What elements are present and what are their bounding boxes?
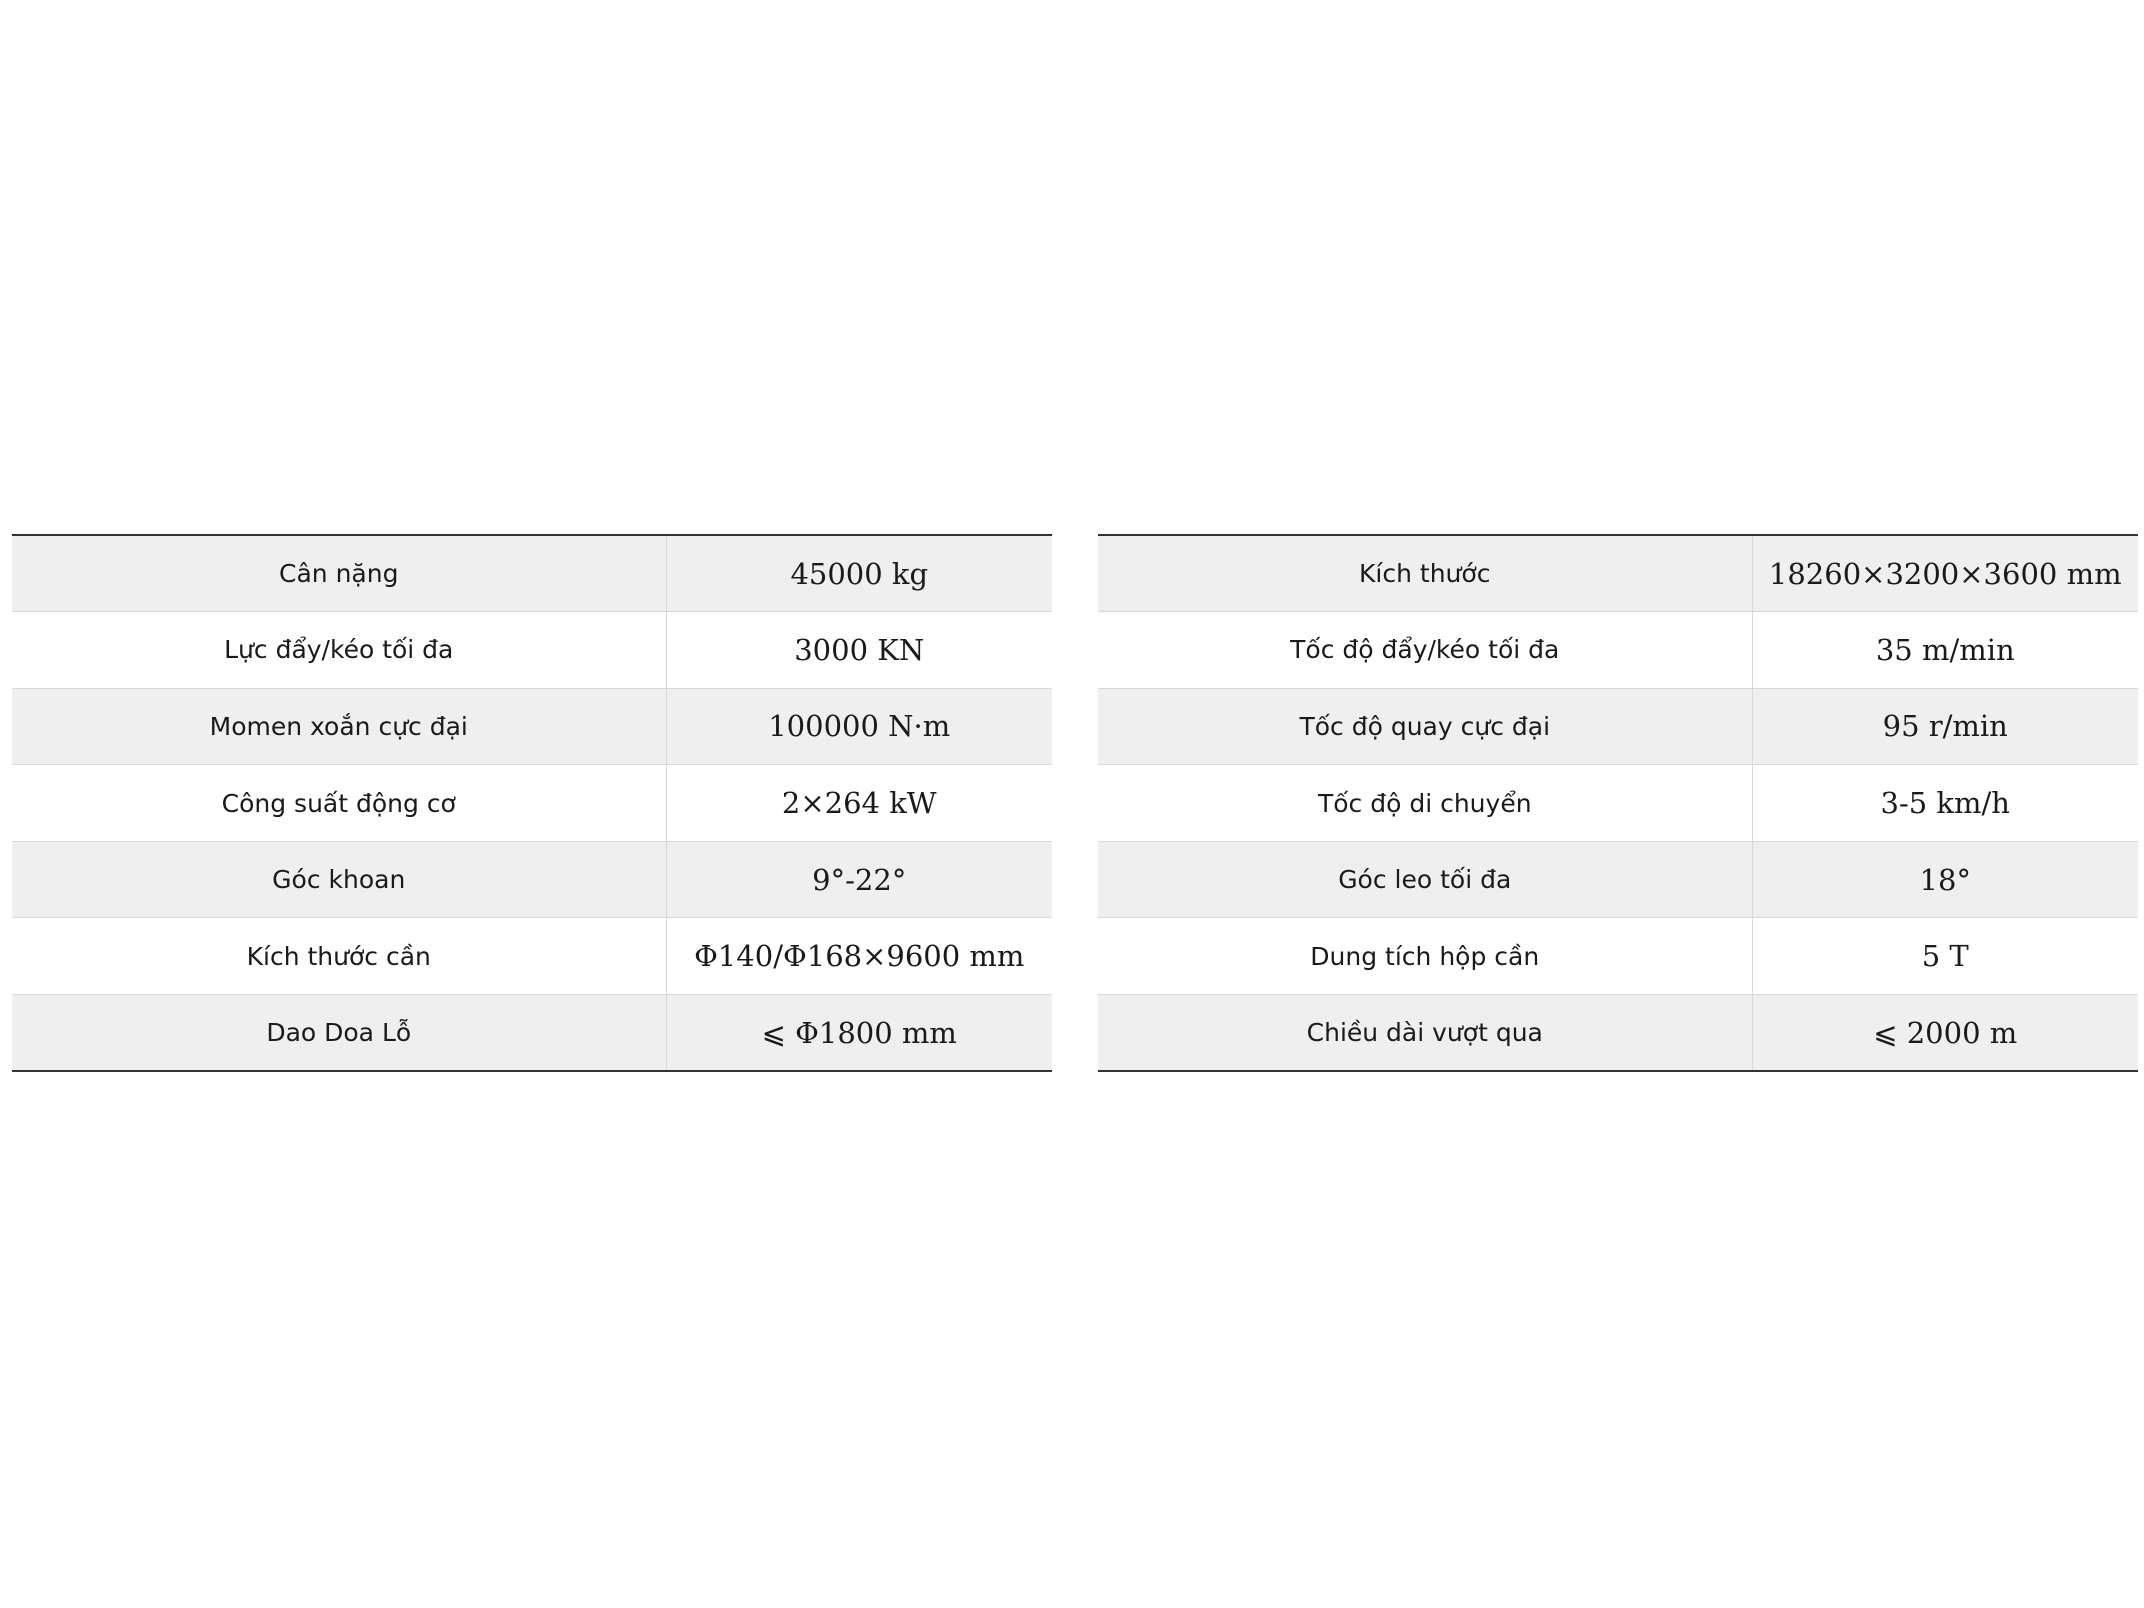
table-row <box>1098 918 2138 995</box>
spec-label: Dung tích hộp cần <box>1098 918 1752 995</box>
spec-value: 18° <box>1752 841 2138 918</box>
table-row <box>12 841 1052 918</box>
spec-value: 2×264 kW <box>666 765 1052 842</box>
table-row <box>12 612 1052 689</box>
spec-label: Tốc độ đẩy/kéo tối đa <box>1098 612 1752 689</box>
spec-label: Dao Doa Lỗ <box>12 995 666 1072</box>
spec-value: Φ140/Φ168×9600 mm <box>666 918 1052 995</box>
spec-label: Cân nặng <box>12 535 666 612</box>
spec-value: 3-5 km/h <box>1752 765 2138 842</box>
spec-value: 18260×3200×3600 mm <box>1768 556 2122 591</box>
table-row <box>1098 995 2138 1072</box>
spec-value: 35 m/min <box>1752 612 2138 689</box>
spec-value: 3000 KN <box>666 612 1052 689</box>
table-row <box>12 535 1052 612</box>
spec-label: Kích thước cần <box>12 918 666 995</box>
table-row <box>1098 841 2138 918</box>
spec-label: Chiều dài vượt qua <box>1098 995 1752 1072</box>
table-row <box>1098 535 2138 612</box>
table-row <box>12 995 1052 1072</box>
table-row <box>12 765 1052 842</box>
spec-label: Góc khoan <box>12 841 666 918</box>
spec-value: ⩽ Φ1800 mm <box>666 995 1052 1072</box>
spec-value: 9°-22° <box>666 841 1052 918</box>
spec-value: 95 r/min <box>1752 688 2138 765</box>
spec-value: ⩽ 2000 m <box>1752 995 2138 1072</box>
spec-label: Lực đẩy/kéo tối đa <box>12 612 666 689</box>
spec-label: Tốc độ di chuyển <box>1098 765 1752 842</box>
table-row <box>1098 765 2138 842</box>
spec-value: 100000 N·m <box>666 688 1052 765</box>
spec-table-right <box>1098 534 2138 1072</box>
table-row <box>12 688 1052 765</box>
spec-value: 45000 kg <box>790 556 929 591</box>
spec-label: Momen xoắn cực đại <box>12 688 666 765</box>
spec-label: Công suất động cơ <box>12 765 666 842</box>
spec-label: Tốc độ quay cực đại <box>1098 688 1752 765</box>
table-row <box>1098 688 2138 765</box>
spec-table-left <box>12 534 1052 1072</box>
spec-label: Kích thước <box>1098 535 1752 612</box>
spec-value: 5 T <box>1752 918 2138 995</box>
table-row <box>1098 612 2138 689</box>
spec-label: Góc leo tối đa <box>1098 841 1752 918</box>
table-row <box>12 918 1052 995</box>
